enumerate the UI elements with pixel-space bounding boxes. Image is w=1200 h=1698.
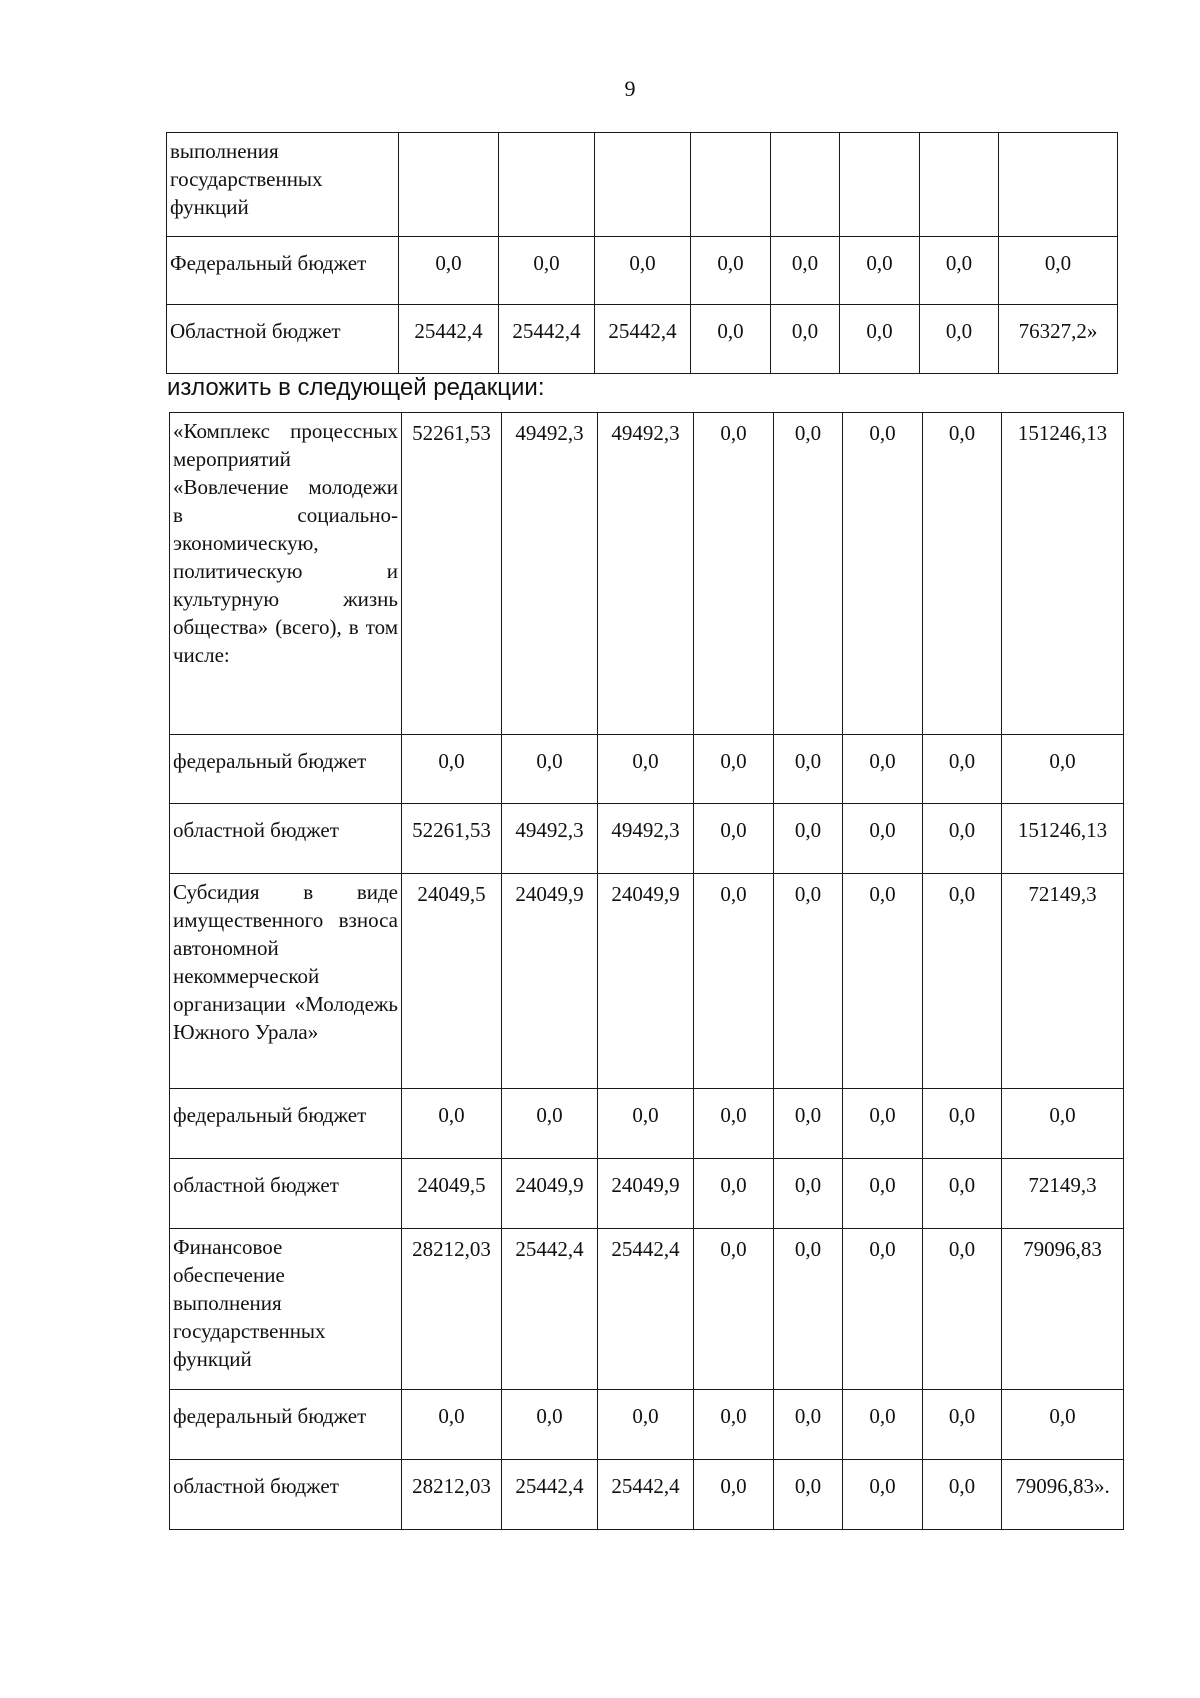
value-cell: 0,0 <box>923 1229 1002 1390</box>
value-cell: 49492,3 <box>598 804 694 874</box>
value-cell: 0,0 <box>923 1390 1002 1460</box>
value-cell: 151246,13 <box>1002 413 1124 735</box>
value-cell: 0,0 <box>694 1089 774 1159</box>
row-label: выполнения государственных функций <box>167 133 399 237</box>
table-row <box>167 133 1118 237</box>
value-cell: 0,0 <box>923 874 1002 1089</box>
value-cell: 52261,53 <box>402 804 502 874</box>
value-cell: 0,0 <box>840 305 920 374</box>
value-cell: 0,0 <box>1002 1390 1124 1460</box>
value-cell: 0,0 <box>774 1460 843 1530</box>
value-cell: 79096,83». <box>1002 1460 1124 1530</box>
value-cell: 0,0 <box>595 237 691 305</box>
value-cell: 49492,3 <box>502 804 598 874</box>
value-cell: 0,0 <box>774 1390 843 1460</box>
value-cell: 28212,03 <box>402 1460 502 1530</box>
row-label: Федеральный бюджет <box>167 237 399 305</box>
value-cell: 0,0 <box>598 735 694 804</box>
value-cell: 0,0 <box>402 1089 502 1159</box>
value-cell: 0,0 <box>923 413 1002 735</box>
value-cell: 0,0 <box>843 1460 923 1530</box>
value-cell <box>840 133 920 237</box>
value-cell: 0,0 <box>840 237 920 305</box>
value-cell: 0,0 <box>502 735 598 804</box>
value-cell <box>499 133 595 237</box>
table-row <box>170 1229 1124 1390</box>
table-row <box>170 735 1124 804</box>
value-cell: 25442,4 <box>399 305 499 374</box>
value-cell: 0,0 <box>502 1390 598 1460</box>
value-cell <box>399 133 499 237</box>
value-cell: 24049,5 <box>402 1159 502 1229</box>
value-cell <box>999 133 1118 237</box>
page-number: 9 <box>624 76 636 101</box>
value-cell: 0,0 <box>774 874 843 1089</box>
value-cell: 0,0 <box>774 1159 843 1229</box>
value-cell: 25442,4 <box>502 1460 598 1530</box>
value-cell <box>691 133 771 237</box>
value-cell: 0,0 <box>843 1390 923 1460</box>
row-label: областной бюджет <box>170 1460 402 1530</box>
table-row <box>170 1460 1124 1530</box>
row-label: «Комплекс процессных мероприятий «Вовлечение молодежи в социально-экономическую, политическую и культурную жизнь общества» (всего), в том числе: <box>170 413 402 735</box>
value-cell: 0,0 <box>774 1229 843 1390</box>
value-cell: 0,0 <box>774 804 843 874</box>
value-cell: 0,0 <box>399 237 499 305</box>
value-cell: 0,0 <box>923 1089 1002 1159</box>
value-cell: 0,0 <box>694 874 774 1089</box>
budget-table-previous-edition <box>166 132 1118 374</box>
value-cell: 0,0 <box>691 305 771 374</box>
value-cell: 28212,03 <box>402 1229 502 1390</box>
value-cell: 0,0 <box>843 804 923 874</box>
row-label: Субсидия в виде имущественного взноса автономной некоммерческой организации «Молодежь Южного Урала» <box>170 874 402 1089</box>
row-label: Областной бюджет <box>167 305 399 374</box>
value-cell: 0,0 <box>598 1390 694 1460</box>
value-cell: 79096,83 <box>1002 1229 1124 1390</box>
row-label: областной бюджет <box>170 1159 402 1229</box>
value-cell: 52261,53 <box>402 413 502 735</box>
row-label: Финансовое обеспечение выполнения государственных функций <box>170 1229 402 1390</box>
value-cell: 24049,9 <box>502 1159 598 1229</box>
value-cell: 72149,3 <box>1002 1159 1124 1229</box>
value-cell: 24049,9 <box>598 1159 694 1229</box>
value-cell: 25442,4 <box>502 1229 598 1390</box>
value-cell: 25442,4 <box>598 1460 694 1530</box>
amendment-intro-text: изложить в следующей редакции: <box>167 374 545 401</box>
value-cell: 0,0 <box>771 237 840 305</box>
value-cell: 0,0 <box>774 735 843 804</box>
value-cell: 0,0 <box>402 1390 502 1460</box>
row-label: федеральный бюджет <box>170 735 402 804</box>
table-row <box>167 237 1118 305</box>
value-cell: 24049,9 <box>598 874 694 1089</box>
value-cell: 0,0 <box>999 237 1118 305</box>
value-cell: 0,0 <box>920 237 999 305</box>
value-cell: 72149,3 <box>1002 874 1124 1089</box>
value-cell: 0,0 <box>499 237 595 305</box>
value-cell: 0,0 <box>694 1390 774 1460</box>
value-cell: 0,0 <box>843 1159 923 1229</box>
value-cell: 0,0 <box>694 804 774 874</box>
table-row <box>170 804 1124 874</box>
value-cell: 0,0 <box>843 874 923 1089</box>
row-label: федеральный бюджет <box>170 1089 402 1159</box>
budget-table-new-edition <box>169 412 1124 1530</box>
value-cell: 0,0 <box>691 237 771 305</box>
value-cell: 24049,5 <box>402 874 502 1089</box>
value-cell: 49492,3 <box>598 413 694 735</box>
value-cell: 0,0 <box>843 1229 923 1390</box>
value-cell: 49492,3 <box>502 413 598 735</box>
value-cell: 151246,13 <box>1002 804 1124 874</box>
table-row <box>170 413 1124 735</box>
value-cell <box>771 133 840 237</box>
table-row <box>170 1390 1124 1460</box>
value-cell: 0,0 <box>920 305 999 374</box>
value-cell: 0,0 <box>771 305 840 374</box>
table-row <box>170 1159 1124 1229</box>
value-cell: 0,0 <box>694 1159 774 1229</box>
value-cell: 0,0 <box>774 1089 843 1159</box>
value-cell: 0,0 <box>598 1089 694 1159</box>
table-row <box>170 1089 1124 1159</box>
value-cell: 76327,2» <box>999 305 1118 374</box>
value-cell: 0,0 <box>694 1460 774 1530</box>
value-cell: 0,0 <box>843 735 923 804</box>
value-cell <box>920 133 999 237</box>
value-cell: 0,0 <box>774 413 843 735</box>
value-cell: 0,0 <box>843 413 923 735</box>
table-row <box>170 874 1124 1089</box>
value-cell: 0,0 <box>694 735 774 804</box>
value-cell: 0,0 <box>694 1229 774 1390</box>
value-cell <box>595 133 691 237</box>
value-cell: 0,0 <box>502 1089 598 1159</box>
table-row <box>167 305 1118 374</box>
row-label: областной бюджет <box>170 804 402 874</box>
value-cell: 0,0 <box>923 735 1002 804</box>
row-label: федеральный бюджет <box>170 1390 402 1460</box>
value-cell: 0,0 <box>1002 1089 1124 1159</box>
value-cell: 0,0 <box>843 1089 923 1159</box>
value-cell: 25442,4 <box>598 1229 694 1390</box>
value-cell: 0,0 <box>923 804 1002 874</box>
value-cell: 0,0 <box>923 1460 1002 1530</box>
value-cell: 0,0 <box>923 1159 1002 1229</box>
value-cell: 25442,4 <box>499 305 595 374</box>
value-cell: 0,0 <box>402 735 502 804</box>
value-cell: 0,0 <box>1002 735 1124 804</box>
value-cell: 25442,4 <box>595 305 691 374</box>
value-cell: 0,0 <box>694 413 774 735</box>
value-cell: 24049,9 <box>502 874 598 1089</box>
